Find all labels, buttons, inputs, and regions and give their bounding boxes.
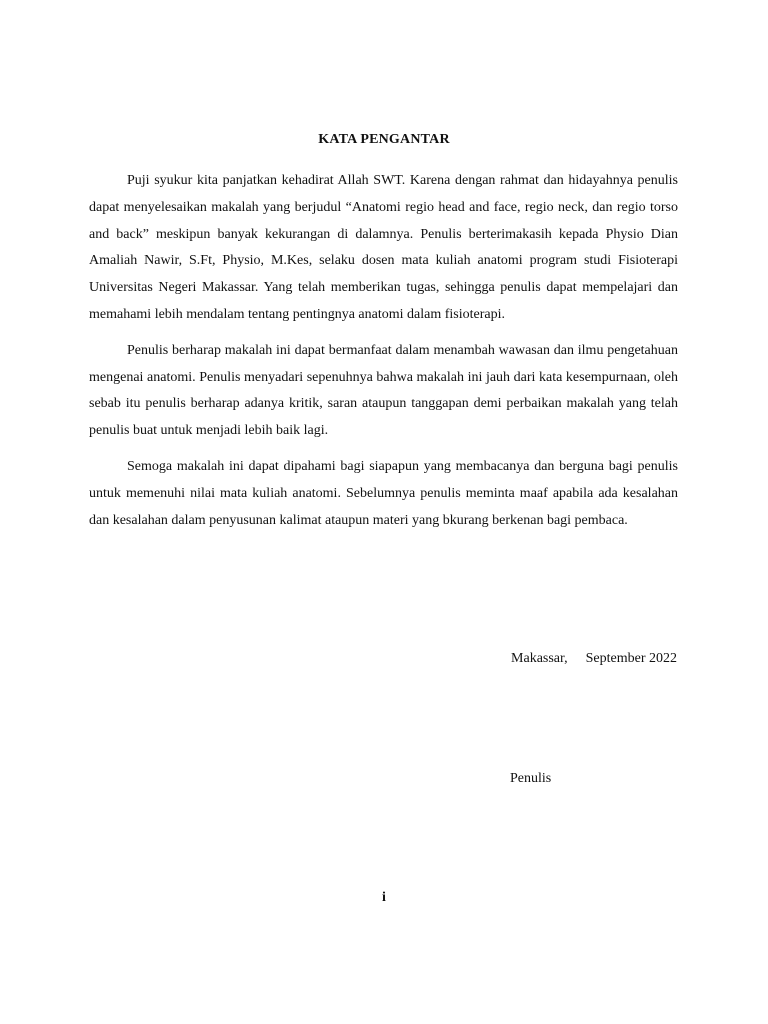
page-number: i <box>382 890 386 905</box>
page-title: KATA PENGANTAR <box>318 132 450 147</box>
closing-date: September 2022 <box>585 651 677 666</box>
paragraph-2: Penulis berharap makalah ini dapat bermanfaat dalam menambah wawasan dan ilmu pengetahuan mengenai anatomi. Penulis menyadari sepenuhnya bahwa makalah ini jauh dari kata kesempurnaan, oleh sebab itu penulis berharap adanya kritik, saran ataupun tanggapan demi perbaikan makalah yang telah penulis buat untuk menjadi lebih baik lagi. <box>89 342 678 439</box>
closing-city: Makassar, <box>511 651 568 666</box>
closing-place-date <box>511 651 677 667</box>
paragraph-1: Puji syukur kita panjatkan kehadirat Allah SWT. Karena dengan rahmat dan hidayahnya penulis dapat menyelesaikan makalah yang berjudul “Anatomi regio head and face, regio neck, dan regio torso and back” meskipun banyak kekurangan di dalamnya. Penulis berterimakasih kepada Physio Dian Amaliah Nawir, S.Ft, Physio, M.Kes, selaku dosen mata kuliah anatomi program studi Fisioterapi Universitas Negeri Makassar. Yang telah memberikan tugas, sehingga penulis dapat mempelajari dan memahami lebih mendalam tentang pentingnya anatomi dalam fisioterapi. <box>89 173 678 322</box>
body-text <box>89 168 678 543</box>
paragraph-3: Semoga makalah ini dapat dipahami bagi siapapun yang membacanya dan berguna bagi penulis untuk memenuhi nilai mata kuliah anatomi. Sebelumnya penulis meminta maaf apabila ada kesalahan dan kesalahan dalam penyusunan kalimat ataupun materi yang bkurang berkenan bagi pembaca. <box>89 458 678 528</box>
closing-author: Penulis <box>510 771 552 786</box>
